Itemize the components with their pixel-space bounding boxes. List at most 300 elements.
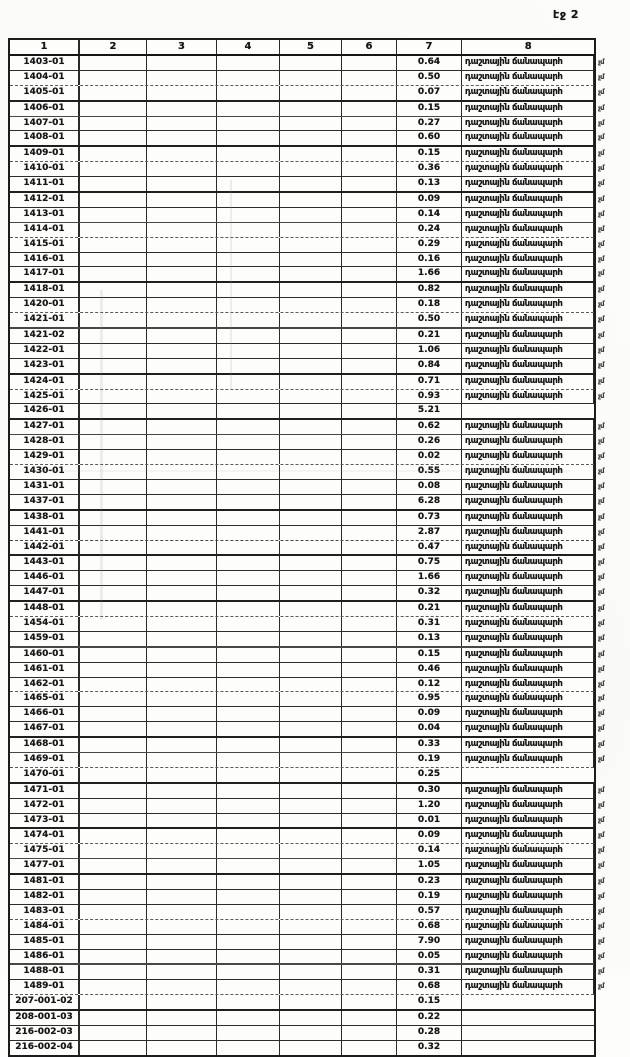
table-row [10,480,605,495]
empty-cell [147,1011,217,1025]
table-row [10,283,605,298]
table-row [10,495,605,511]
empty-cell [342,511,397,525]
land-type-cell: դաշտային ճանապարհ [462,905,594,919]
empty-cell [147,117,217,131]
empty-cell [217,707,280,721]
empty-cell [80,663,147,677]
margin-note: չմ [597,437,605,446]
area-value-cell: 0.24 [397,223,462,237]
table-row [10,905,605,920]
empty-cell [217,86,280,100]
empty-cell [280,56,342,70]
area-value-cell: 0.46 [397,663,462,677]
column-header-2: 2 [80,40,147,54]
empty-cell [342,632,397,646]
table-row [10,238,605,253]
empty-cell [342,678,397,692]
empty-cell [342,995,397,1009]
empty-cell [217,283,280,297]
parcel-code-cell: 208-001-03 [10,1011,80,1025]
parcel-code-cell: 1462-01 [10,678,80,692]
land-type-cell: դաշտային ճանապարհ [462,193,594,207]
table-row [10,875,605,890]
empty-cell [280,722,342,736]
empty-cell [342,390,397,404]
margin-note: չմ [597,967,605,976]
empty-cell [217,692,280,706]
empty-cell [147,738,217,752]
table-row [10,329,605,344]
empty-cell [342,480,397,494]
table-row [10,950,605,966]
parcel-code-cell: 1407-01 [10,117,80,131]
column-header-1: 1 [10,40,80,54]
area-value-cell: 0.93 [397,390,462,404]
empty-cell [342,663,397,677]
table-row [10,435,605,450]
parcel-code-cell: 1437-01 [10,495,80,509]
empty-cell [147,905,217,919]
parcel-code-cell: 216-002-03 [10,1026,80,1040]
empty-cell [147,283,217,297]
parcel-code-cell: 1415-01 [10,238,80,252]
empty-cell [217,450,280,464]
table-row [10,738,605,753]
margin-note: չմ [597,376,605,385]
empty-cell [147,375,217,389]
empty-cell [280,435,342,449]
empty-cell [280,193,342,207]
empty-cell [342,344,397,358]
empty-cell [147,859,217,873]
table-row [10,375,605,390]
empty-cell [280,784,342,798]
empty-cell [147,177,217,191]
margin-note: չմ [597,846,605,855]
land-type-cell: դաշտային ճանապարհ [462,253,594,267]
empty-cell [280,86,342,100]
empty-cell [217,495,280,509]
table-row [10,1026,594,1041]
land-type-cell: դաշտային ճանապարհ [462,329,594,343]
empty-cell [342,1011,397,1025]
empty-cell [280,480,342,494]
empty-cell [280,375,342,389]
empty-cell [342,177,397,191]
empty-cell [147,465,217,479]
empty-cell [342,571,397,585]
empty-cell [147,420,217,434]
land-type-cell: դաշտային ճանապարհ [462,935,594,949]
empty-cell [342,980,397,994]
empty-cell [217,995,280,1009]
empty-cell [147,678,217,692]
empty-cell [280,511,342,525]
parcel-code-cell: 1429-01 [10,450,80,464]
empty-cell [280,571,342,585]
parcel-code-cell: 1443-01 [10,556,80,570]
table-row [10,1041,594,1055]
empty-cell [280,162,342,176]
empty-cell [280,404,342,418]
empty-cell [80,298,147,312]
table-row [10,995,594,1011]
land-type-cell: դաշտային ճանապարհ [462,375,594,389]
area-value-cell: 0.16 [397,253,462,267]
land-type-cell: դաշտային ճանապարհ [462,663,594,677]
empty-cell [342,404,397,418]
margin-note: չմ [597,481,605,491]
land-type-cell: դաշտային ճանապարհ [462,738,594,752]
land-type-cell: դաշտային ճանապարհ [462,980,594,994]
empty-cell [147,1041,217,1055]
empty-cell [217,753,280,767]
empty-cell [217,375,280,389]
empty-cell [80,283,147,297]
land-type-cell: դաշտային ճանապարհ [462,602,594,616]
empty-cell [342,905,397,919]
empty-cell [342,1026,397,1040]
margin-note: չմ [597,72,605,81]
empty-cell [217,722,280,736]
table-row [10,829,605,844]
empty-cell [280,450,342,464]
empty-cell [217,359,280,373]
area-value-cell: 0.08 [397,480,462,494]
margin-note: չմ [597,861,605,870]
table-row [10,162,605,177]
empty-cell [80,208,147,222]
empty-cell [147,267,217,281]
table-row [10,86,605,102]
empty-cell [280,738,342,752]
land-type-cell: դաշտային ճանապարհ [462,450,594,464]
empty-cell [280,995,342,1009]
margin-note: չմ [597,330,605,340]
table-row [10,586,605,602]
empty-cell [147,935,217,949]
table-row [10,102,605,117]
empty-cell [342,329,397,343]
empty-cell [280,495,342,509]
land-type-cell: դաշտային ճանապարհ [462,208,594,222]
table-row [10,147,605,162]
empty-cell [147,829,217,843]
margin-note: չմ [597,558,605,567]
empty-cell [147,71,217,85]
empty-cell [147,768,217,782]
parcel-code-cell: 1460-01 [10,648,80,662]
empty-cell [147,556,217,570]
empty-cell [342,722,397,736]
table-row [10,404,594,420]
empty-cell [80,722,147,736]
area-value-cell: 0.33 [397,738,462,752]
area-value-cell: 1.06 [397,344,462,358]
land-type-cell: դաշտային ճանապարհ [462,390,594,404]
area-value-cell: 0.27 [397,117,462,131]
empty-cell [147,980,217,994]
land-type-cell: դաշտային ճանապարհ [462,920,594,934]
land-type-cell: դաշտային ճանապարհ [462,829,594,843]
area-value-cell: 0.71 [397,375,462,389]
area-value-cell: 0.55 [397,465,462,479]
empty-cell [342,253,397,267]
column-header-4: 4 [217,40,280,54]
empty-cell [80,102,147,116]
empty-cell [217,329,280,343]
table-row [10,617,605,632]
area-value-cell: 0.30 [397,784,462,798]
table-row [10,799,605,814]
land-register-table [8,38,605,1057]
parcel-code-cell: 1425-01 [10,390,80,404]
area-value-cell: 0.19 [397,890,462,904]
empty-cell [280,753,342,767]
empty-cell [80,617,147,631]
table-row [10,511,605,526]
land-type-cell: դաշտային ճանապարհ [462,950,594,964]
land-type-cell: դաշտային ճանապարհ [462,875,594,889]
empty-cell [147,875,217,889]
parcel-code-cell: 1441-01 [10,526,80,540]
land-type-cell: դաշտային ճանապարհ [462,117,594,131]
margin-note: չմ [597,800,605,809]
empty-cell [147,920,217,934]
parcel-code-cell: 1465-01 [10,692,80,706]
area-value-cell: 0.75 [397,556,462,570]
empty-cell [147,313,217,327]
empty-cell [342,283,397,297]
empty-cell [280,799,342,813]
margin-note: չմ [597,360,605,369]
empty-cell [280,267,342,281]
margin-note: չմ [597,254,605,263]
land-type-cell: դաշտային ճանապարհ [462,844,594,858]
empty-cell [280,359,342,373]
empty-cell [80,313,147,327]
empty-cell [80,738,147,752]
empty-cell [147,995,217,1009]
empty-cell [80,844,147,858]
empty-cell [342,965,397,979]
empty-cell [342,784,397,798]
parcel-code-cell: 1405-01 [10,86,80,100]
empty-cell [147,692,217,706]
margin-note: չմ [597,315,605,324]
empty-cell [217,920,280,934]
margin-note: չմ [597,815,605,824]
land-type-cell: դաշտային ճանապարհ [462,890,594,904]
area-value-cell: 0.25 [397,768,462,782]
margin-note: չմ [597,179,605,188]
area-value-cell: 0.23 [397,875,462,889]
empty-cell [80,995,147,1009]
table-row [10,344,605,359]
empty-cell [80,177,147,191]
margin-note: չմ [597,633,605,642]
empty-cell [80,965,147,979]
land-type-cell: դաշտային ճանապարհ [462,814,594,828]
empty-cell [342,465,397,479]
empty-cell [217,511,280,525]
empty-cell [342,117,397,131]
empty-cell [342,859,397,873]
empty-cell [217,390,280,404]
margin-note: չմ [597,664,605,673]
parcel-code-cell: 1442-01 [10,541,80,555]
empty-cell [147,890,217,904]
empty-cell [80,495,147,509]
empty-cell [147,571,217,585]
land-type-cell: դաշտային ճանապարհ [462,162,594,176]
empty-cell [280,935,342,949]
empty-cell [342,920,397,934]
area-value-cell: 0.21 [397,602,462,616]
area-value-cell: 0.29 [397,238,462,252]
area-value-cell: 0.13 [397,177,462,191]
empty-cell [80,980,147,994]
empty-cell [342,71,397,85]
margin-note: չմ [597,603,605,613]
land-type-cell: դաշտային ճանապարհ [462,238,594,252]
empty-cell [342,435,397,449]
table-row [10,965,605,980]
table-row [10,193,605,208]
area-value-cell: 1.66 [397,571,462,585]
empty-cell [342,890,397,904]
empty-cell [147,784,217,798]
empty-cell [80,571,147,585]
margin-note: չմ [597,785,605,794]
area-value-cell: 5.21 [397,404,462,418]
empty-cell [280,814,342,828]
land-type-cell [462,404,594,418]
empty-cell [80,556,147,570]
empty-cell [342,56,397,70]
page-number-label: էջ 2 [553,8,579,21]
table-row [10,450,605,465]
empty-cell [280,586,342,600]
empty-cell [342,738,397,752]
land-type-cell: դաշտային ճանապարհ [462,147,594,161]
empty-cell [147,193,217,207]
empty-cell [217,875,280,889]
margin-note: չմ [597,269,605,278]
empty-cell [80,890,147,904]
empty-cell [280,648,342,662]
parcel-code-cell: 1421-01 [10,313,80,327]
margin-note: չմ [597,649,605,658]
empty-cell [217,632,280,646]
area-value-cell: 0.57 [397,905,462,919]
table-row [10,359,605,375]
parcel-code-cell: 1409-01 [10,147,80,161]
empty-cell [342,375,397,389]
empty-cell [217,965,280,979]
empty-cell [80,935,147,949]
area-value-cell: 0.32 [397,1041,462,1055]
parcel-code-cell: 1468-01 [10,738,80,752]
empty-cell [342,768,397,782]
empty-cell [342,223,397,237]
empty-cell [217,193,280,207]
area-value-cell: 0.02 [397,450,462,464]
table-row [10,768,594,784]
table-row [10,313,605,329]
land-type-cell: դաշտային ճանապարհ [462,298,594,312]
area-value-cell: 0.47 [397,541,462,555]
empty-cell [280,602,342,616]
empty-cell [80,117,147,131]
empty-cell [217,208,280,222]
area-value-cell: 0.50 [397,71,462,85]
margin-note: չմ [597,982,605,991]
table-row [10,420,605,435]
empty-cell [80,1011,147,1025]
area-value-cell: 0.13 [397,632,462,646]
empty-cell [342,617,397,631]
empty-cell [80,1041,147,1055]
empty-cell [280,541,342,555]
empty-cell [147,450,217,464]
empty-cell [280,117,342,131]
empty-cell [147,404,217,418]
empty-cell [80,420,147,434]
margin-note: չմ [597,831,605,840]
parcel-code-cell: 1459-01 [10,632,80,646]
margin-note: չմ [597,452,605,461]
empty-cell [280,177,342,191]
empty-cell [80,541,147,555]
empty-cell [147,344,217,358]
margin-note: չմ [597,618,605,628]
empty-cell [342,556,397,570]
land-type-cell: դաշտային ճանապարհ [462,223,594,237]
empty-cell [217,71,280,85]
empty-cell [217,147,280,161]
empty-cell [217,1041,280,1055]
empty-cell [147,722,217,736]
table-row [10,678,605,693]
parcel-code-cell: 1485-01 [10,935,80,949]
area-value-cell: 1.66 [397,267,462,281]
empty-cell [342,935,397,949]
margin-note: չմ [597,573,605,582]
empty-cell [147,162,217,176]
empty-cell [147,965,217,979]
empty-cell [217,298,280,312]
empty-cell [280,678,342,692]
empty-cell [80,86,147,100]
empty-cell [217,844,280,858]
empty-cell [147,586,217,600]
empty-cell [80,329,147,343]
empty-cell [217,784,280,798]
area-value-cell: 0.31 [397,965,462,979]
table-row [10,890,605,905]
margin-note: չմ [597,527,605,536]
empty-cell [342,359,397,373]
empty-cell [217,799,280,813]
empty-cell [217,267,280,281]
table-row [10,131,605,147]
empty-cell [147,602,217,616]
empty-cell [147,86,217,100]
parcel-code-cell: 1489-01 [10,980,80,994]
area-value-cell: 0.21 [397,329,462,343]
